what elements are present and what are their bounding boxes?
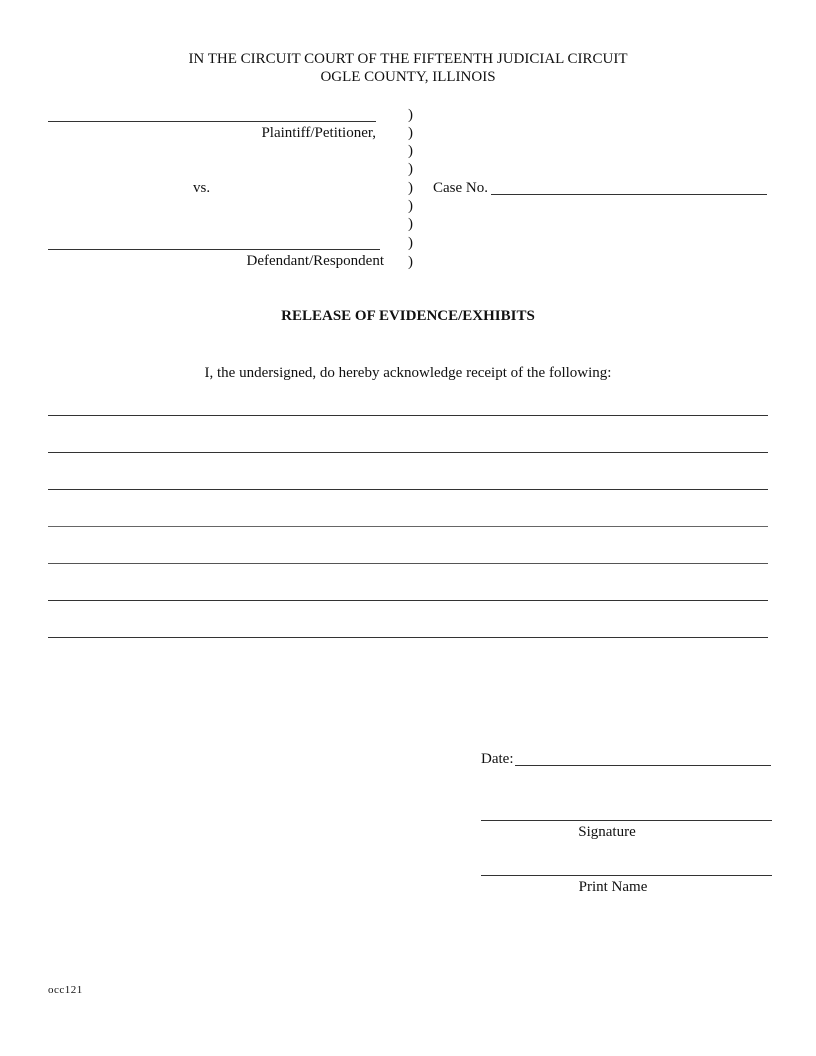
evidence-line-3[interactable] <box>48 489 768 490</box>
caption-paren: ) <box>408 235 413 251</box>
evidence-line-2[interactable] <box>48 452 768 453</box>
document-title: RELEASE OF EVIDENCE/EXHIBITS <box>281 308 535 324</box>
caption-paren: ) <box>408 198 413 214</box>
form-code: occ121 <box>48 984 83 996</box>
date-label: Date: <box>481 751 514 767</box>
plaintiff-name-line[interactable] <box>48 121 376 122</box>
evidence-line-7[interactable] <box>48 637 768 638</box>
signature-label: Signature <box>578 824 636 840</box>
caption-paren: ) <box>408 143 413 159</box>
plaintiff-label: Plaintiff/Petitioner, <box>261 125 376 141</box>
case-no-field[interactable] <box>491 194 767 195</box>
caption-paren: ) <box>408 216 413 232</box>
evidence-line-1[interactable] <box>48 415 768 416</box>
caption-paren: ) <box>408 161 413 177</box>
vs-label: vs. <box>193 180 211 196</box>
caption-paren: ) <box>408 180 413 196</box>
caption-paren: ) <box>408 107 413 123</box>
defendant-label: Defendant/Respondent <box>246 253 384 269</box>
county-header: OGLE COUNTY, ILLINOIS <box>320 69 496 85</box>
acknowledgement-text: I, the undersigned, do hereby acknowledge receipt of the following: <box>204 365 612 381</box>
signature-line[interactable] <box>481 820 772 821</box>
caption-paren: ) <box>408 125 413 141</box>
evidence-line-6[interactable] <box>48 600 768 601</box>
print-name-line[interactable] <box>481 875 772 876</box>
date-field[interactable] <box>515 765 771 766</box>
caption-paren: ) <box>408 254 413 270</box>
print-name-label: Print Name <box>578 879 648 895</box>
defendant-name-line[interactable] <box>48 249 380 250</box>
evidence-line-5[interactable] <box>48 563 768 564</box>
court-header: IN THE CIRCUIT COURT OF THE FIFTEENTH JUDICIAL CIRCUIT <box>188 51 628 67</box>
case-no-label: Case No. <box>433 180 488 196</box>
evidence-line-4[interactable] <box>48 526 768 527</box>
